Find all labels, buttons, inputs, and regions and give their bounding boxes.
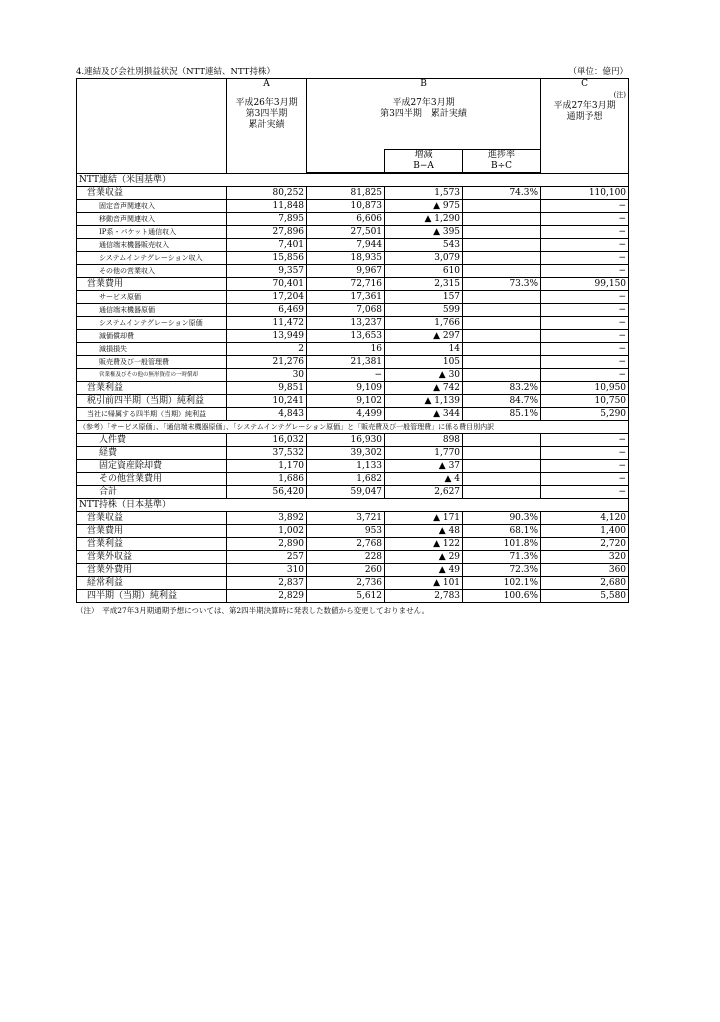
cell-a: 37,532 xyxy=(227,447,307,460)
cell-b: 72,716 xyxy=(307,278,385,291)
cell-a: 2 xyxy=(227,343,307,356)
cell-d: ▲ 975 xyxy=(385,200,463,213)
cell-e: 71.3% xyxy=(463,551,541,564)
row-label: 税引前四半期（当期）純利益 xyxy=(77,395,227,408)
section-header xyxy=(77,421,629,434)
table-row xyxy=(77,382,629,395)
row-label: 通信端末機器原価 xyxy=(77,304,227,317)
table-row xyxy=(77,265,629,278)
cell-a: 2,829 xyxy=(227,590,307,603)
row-label: 営業費用 xyxy=(77,525,227,538)
row-label: 営業収益 xyxy=(77,512,227,525)
cell-c: − xyxy=(541,486,629,499)
cell-c: − xyxy=(541,460,629,473)
table-row xyxy=(77,512,629,525)
cell-c: − xyxy=(541,434,629,447)
cell-d: ▲ 4 xyxy=(385,473,463,486)
row-label: 減価償却費 xyxy=(77,330,227,343)
cell-b: 13,653 xyxy=(307,330,385,343)
cell-d: ▲ 48 xyxy=(385,525,463,538)
cell-e xyxy=(463,369,541,382)
cell-d: ▲ 1,290 xyxy=(385,213,463,226)
cell-c: − xyxy=(541,252,629,265)
cell-c: − xyxy=(541,473,629,486)
cell-e: 68.1% xyxy=(463,525,541,538)
row-label: 人件費 xyxy=(77,434,227,447)
row-label: システムインテグレーション収入 xyxy=(77,252,227,265)
row-label: その他営業費用 xyxy=(77,473,227,486)
cell-e xyxy=(463,200,541,213)
cell-a: 80,252 xyxy=(227,187,307,200)
row-label: 営業利益 xyxy=(77,382,227,395)
cell-d: ▲ 171 xyxy=(385,512,463,525)
cell-b: 260 xyxy=(307,564,385,577)
cell-c: − xyxy=(541,447,629,460)
cell-b: 59,047 xyxy=(307,486,385,499)
cell-a: 21,276 xyxy=(227,356,307,369)
cell-a: 15,856 xyxy=(227,252,307,265)
cell-a: 7,895 xyxy=(227,213,307,226)
table-row xyxy=(77,473,629,486)
cell-c: 2,720 xyxy=(541,538,629,551)
cell-e xyxy=(463,291,541,304)
cell-b: 1,133 xyxy=(307,460,385,473)
cell-a: 257 xyxy=(227,551,307,564)
cell-a: 7,401 xyxy=(227,239,307,252)
cell-e xyxy=(463,343,541,356)
cell-c: 5,290 xyxy=(541,408,629,421)
unit-label: （単位：億円） xyxy=(568,67,628,77)
table-row xyxy=(77,343,629,356)
cell-a: 2,837 xyxy=(227,577,307,590)
table-row xyxy=(77,278,629,291)
cell-b: 18,935 xyxy=(307,252,385,265)
cell-d: 610 xyxy=(385,265,463,278)
header-line xyxy=(76,66,628,78)
cell-b: 16,930 xyxy=(307,434,385,447)
cell-a: 1,170 xyxy=(227,460,307,473)
table-row xyxy=(77,486,629,499)
cell-b: 2,736 xyxy=(307,577,385,590)
cell-d: 1,573 xyxy=(385,187,463,200)
col-d-header: 増減 B−A xyxy=(385,150,463,173)
cell-e: 100.6% xyxy=(463,590,541,603)
cell-e: 73.3% xyxy=(463,278,541,291)
cell-e xyxy=(463,239,541,252)
row-label: 減損損失 xyxy=(77,343,227,356)
cell-b: 3,721 xyxy=(307,512,385,525)
cell-b: 17,361 xyxy=(307,291,385,304)
cell-b: 1,682 xyxy=(307,473,385,486)
cell-c: − xyxy=(541,317,629,330)
cell-b: 21,381 xyxy=(307,356,385,369)
table-row xyxy=(77,525,629,538)
cell-b: 10,873 xyxy=(307,200,385,213)
cell-d: ▲ 101 xyxy=(385,577,463,590)
table-row xyxy=(77,564,629,577)
row-label: 合計 xyxy=(77,486,227,499)
cell-d: 2,627 xyxy=(385,486,463,499)
col-a-header: A 平成26年3月期 第3四半期 累計実績 xyxy=(227,79,307,173)
cell-a: 13,949 xyxy=(227,330,307,343)
section-label: （参考）「サービス原価」、「通信端末機器原価」、「システムインテグレーション原価」と「販売費及び一般管理費」に係る費目別内訳 xyxy=(77,421,629,434)
row-label: 営業収益 xyxy=(77,187,227,200)
cell-d: 3,079 xyxy=(385,252,463,265)
table-row xyxy=(77,330,629,343)
table-row xyxy=(77,538,629,551)
cell-d: 14 xyxy=(385,343,463,356)
table-row xyxy=(77,577,629,590)
table-row xyxy=(77,434,629,447)
cell-d: 1,770 xyxy=(385,447,463,460)
row-label: 通信端末機器販売収入 xyxy=(77,239,227,252)
section-header xyxy=(77,499,629,512)
financial-table xyxy=(76,78,629,603)
cell-e xyxy=(463,252,541,265)
footnote: （注） 平成27年3月期通期予想については、第2四半期決算時に発表した数値から変更しておりません。 xyxy=(76,606,430,615)
cell-a: 56,420 xyxy=(227,486,307,499)
cell-c: 10,750 xyxy=(541,395,629,408)
cell-b: 7,068 xyxy=(307,304,385,317)
table-row xyxy=(77,252,629,265)
row-label: 営業外収益 xyxy=(77,551,227,564)
cell-d: 2,783 xyxy=(385,590,463,603)
cell-d: ▲ 297 xyxy=(385,330,463,343)
cell-c: − xyxy=(541,356,629,369)
cell-a: 11,848 xyxy=(227,200,307,213)
cell-b: − xyxy=(307,369,385,382)
cell-a: 6,469 xyxy=(227,304,307,317)
cell-a: 9,851 xyxy=(227,382,307,395)
cell-d: ▲ 344 xyxy=(385,408,463,421)
cell-d: 2,315 xyxy=(385,278,463,291)
table-row xyxy=(77,200,629,213)
row-label: 営業権及びその他の無形資産の一時償却 xyxy=(77,369,227,382)
cell-b: 4,499 xyxy=(307,408,385,421)
cell-b: 13,237 xyxy=(307,317,385,330)
cell-d: ▲ 37 xyxy=(385,460,463,473)
cell-d: ▲ 742 xyxy=(385,382,463,395)
row-label: 営業費用 xyxy=(77,278,227,291)
row-label: 当社に帰属する四半期（当期）純利益 xyxy=(77,408,227,421)
cell-c: 5,580 xyxy=(541,590,629,603)
cell-e xyxy=(463,265,541,278)
cell-e xyxy=(463,447,541,460)
table-row xyxy=(77,590,629,603)
document-title: 4.連結及び会社別損益状況（NTT連結、NTT持株） xyxy=(76,67,275,77)
cell-c: 360 xyxy=(541,564,629,577)
row-label: 営業利益 xyxy=(77,538,227,551)
row-label: IP系・パケット通信収入 xyxy=(77,226,227,239)
cell-b: 7,944 xyxy=(307,239,385,252)
row-label: 販売費及び一般管理費 xyxy=(77,356,227,369)
table-row xyxy=(77,369,629,382)
cell-e xyxy=(463,434,541,447)
cell-e: 83.2% xyxy=(463,382,541,395)
row-label: 経費 xyxy=(77,447,227,460)
cell-d: 599 xyxy=(385,304,463,317)
cell-d: ▲ 29 xyxy=(385,551,463,564)
cell-a: 9,357 xyxy=(227,265,307,278)
document xyxy=(76,66,628,616)
col-b-header: B 平成27年3月期 第3四半期 累計実績 xyxy=(307,79,541,150)
section-header xyxy=(77,174,629,187)
cell-e: 90.3% xyxy=(463,512,541,525)
cell-a: 30 xyxy=(227,369,307,382)
cell-a: 3,892 xyxy=(227,512,307,525)
cell-c: − xyxy=(541,304,629,317)
cell-b: 16 xyxy=(307,343,385,356)
cell-a: 27,896 xyxy=(227,226,307,239)
cell-e xyxy=(463,460,541,473)
cell-b: 9,102 xyxy=(307,395,385,408)
table-row xyxy=(77,317,629,330)
cell-d: 543 xyxy=(385,239,463,252)
table-row xyxy=(77,187,629,200)
cell-d: ▲ 49 xyxy=(385,564,463,577)
cell-c: − xyxy=(541,330,629,343)
cell-b: 9,109 xyxy=(307,382,385,395)
row-label: 四半期（当期）純利益 xyxy=(77,590,227,603)
table-row xyxy=(77,239,629,252)
cell-d: 105 xyxy=(385,356,463,369)
table-row xyxy=(77,304,629,317)
cell-c: − xyxy=(541,265,629,278)
cell-d: 157 xyxy=(385,291,463,304)
row-label: システムインテグレーション原価 xyxy=(77,317,227,330)
cell-c: 320 xyxy=(541,551,629,564)
col-c-header: C (注) 平成27年3月期 通期予想 xyxy=(541,79,629,173)
cell-c: 99,150 xyxy=(541,278,629,291)
cell-c: − xyxy=(541,343,629,356)
cell-a: 10,241 xyxy=(227,395,307,408)
row-label: 営業外費用 xyxy=(77,564,227,577)
row-label: 移動音声関連収入 xyxy=(77,213,227,226)
cell-a: 310 xyxy=(227,564,307,577)
row-label: サービス原価 xyxy=(77,291,227,304)
cell-e: 74.3% xyxy=(463,187,541,200)
cell-e xyxy=(463,356,541,369)
cell-e xyxy=(463,330,541,343)
cell-a: 2,890 xyxy=(227,538,307,551)
cell-b: 9,967 xyxy=(307,265,385,278)
cell-a: 16,032 xyxy=(227,434,307,447)
cell-e xyxy=(463,304,541,317)
cell-b: 2,768 xyxy=(307,538,385,551)
table-row xyxy=(77,395,629,408)
cell-b: 39,302 xyxy=(307,447,385,460)
cell-e: 101.8% xyxy=(463,538,541,551)
cell-e: 85.1% xyxy=(463,408,541,421)
cell-d: ▲ 1,139 xyxy=(385,395,463,408)
table-row xyxy=(77,447,629,460)
cell-a: 11,472 xyxy=(227,317,307,330)
cell-c: 1,400 xyxy=(541,525,629,538)
row-label: 固定音声関連収入 xyxy=(77,200,227,213)
table-row xyxy=(77,226,629,239)
cell-b: 5,612 xyxy=(307,590,385,603)
cell-c: 2,680 xyxy=(541,577,629,590)
cell-c: − xyxy=(541,369,629,382)
cell-a: 70,401 xyxy=(227,278,307,291)
cell-b: 953 xyxy=(307,525,385,538)
cell-d: 898 xyxy=(385,434,463,447)
cell-a: 1,002 xyxy=(227,525,307,538)
cell-e: 72.3% xyxy=(463,564,541,577)
header-row-1 xyxy=(77,79,629,150)
cell-a: 4,843 xyxy=(227,408,307,421)
section-label: NTT連結（米国基準） xyxy=(77,174,629,187)
table-row xyxy=(77,408,629,421)
cell-d: ▲ 122 xyxy=(385,538,463,551)
cell-d: ▲ 30 xyxy=(385,369,463,382)
table-row xyxy=(77,551,629,564)
section-label: NTT持株（日本基準） xyxy=(77,499,629,512)
cell-c: 110,100 xyxy=(541,187,629,200)
cell-e xyxy=(463,213,541,226)
cell-c: − xyxy=(541,239,629,252)
table-row xyxy=(77,356,629,369)
cell-e: 102.1% xyxy=(463,577,541,590)
cell-c: 4,120 xyxy=(541,512,629,525)
cell-b: 27,501 xyxy=(307,226,385,239)
cell-d: ▲ 395 xyxy=(385,226,463,239)
cell-e xyxy=(463,486,541,499)
table-row xyxy=(77,291,629,304)
cell-a: 1,686 xyxy=(227,473,307,486)
cell-a: 17,204 xyxy=(227,291,307,304)
cell-c: − xyxy=(541,291,629,304)
cell-c: 10,950 xyxy=(541,382,629,395)
table-row xyxy=(77,460,629,473)
cell-d: 1,766 xyxy=(385,317,463,330)
cell-e xyxy=(463,226,541,239)
row-label: 固定資産除却費 xyxy=(77,460,227,473)
cell-c: − xyxy=(541,226,629,239)
cell-b: 81,825 xyxy=(307,187,385,200)
cell-e xyxy=(463,317,541,330)
col-e-header: 進捗率 B÷C xyxy=(463,150,541,173)
table-row xyxy=(77,213,629,226)
cell-b: 6,606 xyxy=(307,213,385,226)
cell-c: − xyxy=(541,200,629,213)
cell-c: − xyxy=(541,213,629,226)
cell-b: 228 xyxy=(307,551,385,564)
cell-e xyxy=(463,473,541,486)
row-label: その他の営業収入 xyxy=(77,265,227,278)
cell-e: 84.7% xyxy=(463,395,541,408)
row-label: 経常利益 xyxy=(77,577,227,590)
